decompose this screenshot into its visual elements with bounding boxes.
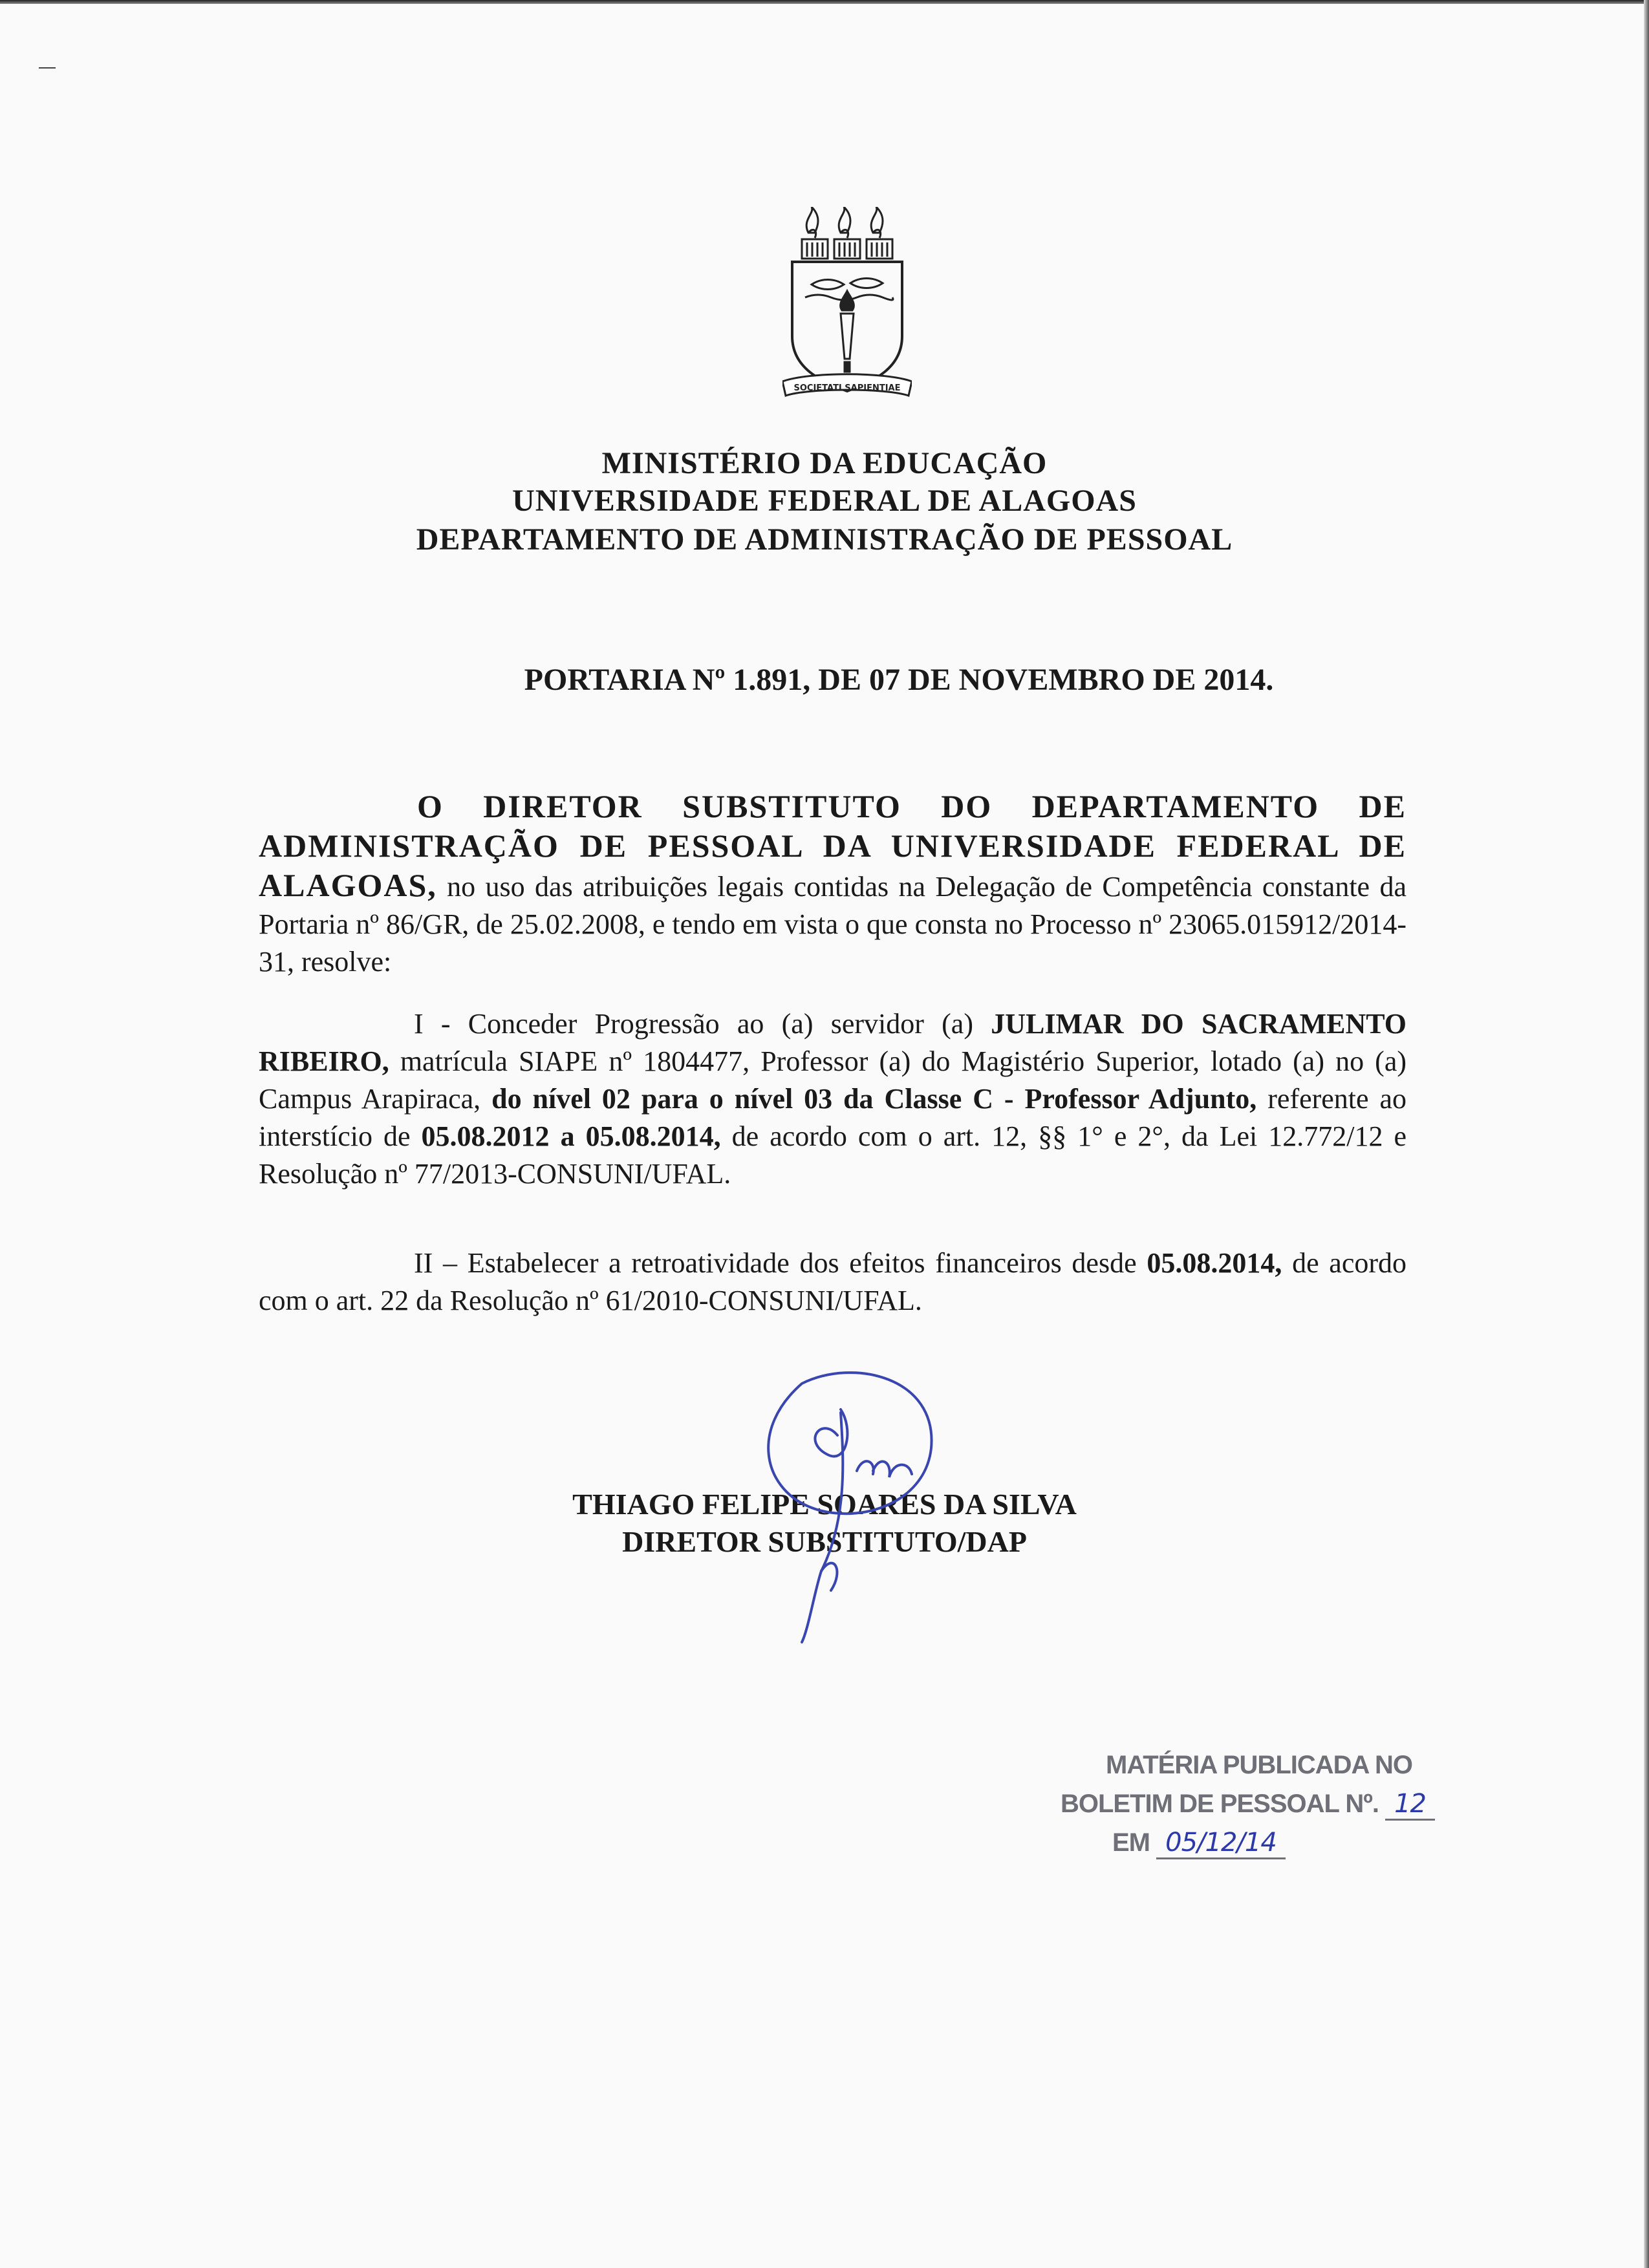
- stamp-date: 05/12/14: [1156, 1828, 1286, 1859]
- stamp-date-label: EM: [1112, 1828, 1150, 1857]
- progression-level: do nível 02 para o nível 03 da Classe C - Professor Adjunto,: [491, 1083, 1257, 1115]
- publication-stamp: [1061, 1746, 1461, 1862]
- scan-edge-top: [0, 0, 1649, 4]
- item-two-paragraph: [259, 1245, 1406, 1320]
- portaria-title: PORTARIA Nº 1.891, DE 07 DE NOVEMBRO DE 2014.: [524, 663, 1274, 697]
- item2-text-2: de acordo com o art. 22 da Resolução nº 61/2010-CONSUNI/UFAL.: [259, 1247, 1407, 1316]
- header-department: DEPARTAMENTO DE ADMINISTRAÇÃO DE PESSOAL: [416, 522, 1233, 557]
- header-university: UNIVERSIDADE FEDERAL DE ALAGOAS: [512, 484, 1137, 518]
- handwritten-signature: [724, 1358, 983, 1655]
- signatory-name: THIAGO FELIPE SOARES DA SILVA: [572, 1488, 1077, 1521]
- scan-edge-right: [1644, 0, 1649, 2268]
- intro-paragraph: [259, 787, 1406, 981]
- servant-name: JULIMAR DO SACRAMENTO RIBEIRO,: [259, 1008, 1407, 1077]
- interstice-period: 05.08.2012 a 05.08.2014,: [421, 1120, 721, 1152]
- retroactive-date: 05.08.2014,: [1147, 1247, 1282, 1279]
- stamp-line-1: MATÉRIA PUBLICADA NO: [1106, 1751, 1413, 1779]
- intro-lead: O DIRETOR SUBSTITUTO DO DEPARTAMENTO DE ADMINISTRAÇÃO DE PESSOAL DA UNIVERSIDADE FEDERAL DE ALAGOAS,: [259, 788, 1406, 903]
- item1-text-3: referente ao interstício de: [259, 1083, 1407, 1152]
- ufal-coat-of-arms-icon: [782, 207, 912, 407]
- signatory-role: DIRETOR SUBSTITUTO/DAP: [622, 1525, 1027, 1558]
- stamp-boletim-label: BOLETIM DE PESSOAL Nº.: [1061, 1790, 1379, 1818]
- stamp-boletim-number: 12: [1385, 1789, 1435, 1821]
- item1-text-4: de acordo com o art. 12, §§ 1° e 2°, da Lei 12.772/12 e Resolução nº 77/2013-CONSUNI/UFAL.: [259, 1120, 1407, 1190]
- intro-text: no uso das atribuições legais contidas na Delegação de Competência constante da Portaria nº 86/GR, de 25.02.2008, e tendo em vista o que consta no Processo nº 23065.015912/2014-31, resolve:: [259, 871, 1407, 978]
- header-ministry: MINISTÉRIO DA EDUCAÇÃO: [601, 446, 1048, 480]
- stamp-line-2: [1061, 1784, 1461, 1823]
- item1-text-1: I - Conceder Progressão ao (a) servidor (a): [414, 1008, 973, 1040]
- item2-text-1: II – Estabelecer a retroatividade dos efeitos financeiros desde: [414, 1247, 1137, 1279]
- scan-mark: [39, 67, 56, 69]
- stamp-line-3: [1061, 1823, 1461, 1862]
- item1-text-2: matrícula SIAPE nº 1804477, Professor (a) do Magistério Superior, lotado (a) no (a) Campus Arapiraca,: [259, 1045, 1407, 1115]
- item-one-paragraph: [259, 1005, 1406, 1193]
- logo-motto: SOCIETATI SAPIENTIAE: [793, 383, 901, 393]
